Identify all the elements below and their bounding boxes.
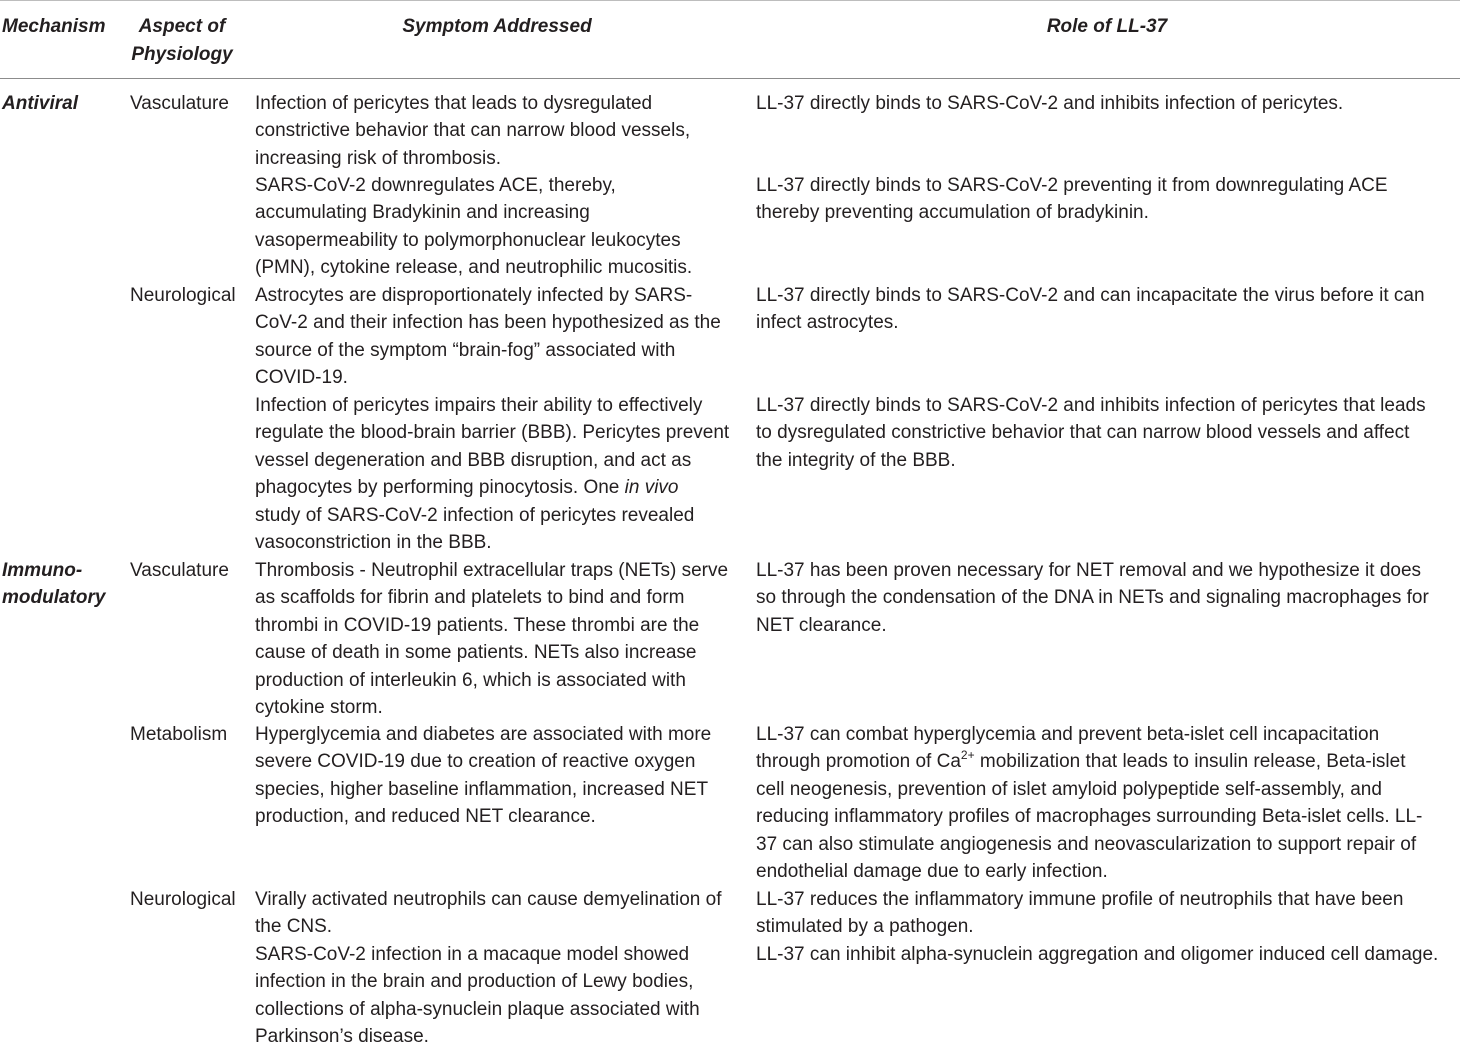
symptom-hyperglycemia: Hyperglycemia and diabetes are associated with more severe COVID-19 due to creation of reactive oxygen species, higher baseline inflammation, increased NET production, and reduced NET clearance. — [255, 724, 712, 828]
aspect-neurological: Neurological — [130, 285, 236, 306]
symptom-pericytes-bbb — [255, 392, 750, 556]
role-ace-protection: LL-37 directly binds to SARS-CoV-2 preventing it from downregulating ACE thereby preventing accumulation of bradykinin. — [756, 175, 1388, 224]
in-vivo-italic: in vivo — [624, 477, 679, 499]
role-hyperglycemia — [756, 721, 1458, 885]
header-aspect: Aspect of Physiology — [131, 16, 233, 65]
mechanism-immunomodulatory: Immuno- modulatory — [2, 560, 106, 609]
role-astrocyte-protection: LL-37 directly binds to SARS-CoV-2 and can incapacitate the virus before it can infect astrocytes. — [756, 285, 1425, 334]
header-role: Role of LL-37 — [1046, 16, 1168, 37]
aspect-vasculature: Vasculature — [130, 560, 229, 581]
aspect-metabolism: Metabolism — [130, 724, 228, 745]
symptom-nets-thrombosis: Thrombosis - Neutrophil extracellular traps (NETs) serve as scaffolds for fibrin and platelets to bind and form thrombi in COVID-19 patients. These thrombi are the cause of death in some patients. NETs also increase production of interleukin 6, which is associated with cytokine storm. — [255, 560, 729, 719]
role-net-removal: LL-37 has been proven necessary for NET removal and we hypothesize it does so through the condensation of the DNA in NETs and signaling macrophages for NET clearance. — [756, 560, 1429, 636]
aspect-vasculature: Vasculature — [130, 93, 229, 114]
symptom-lewy-bodies: SARS-CoV-2 infection in a macaque model showed infection in the brain and production of Lewy bodies, collections of alpha-synuclein plaque associated with Parkinson’s disease. — [255, 944, 700, 1048]
role-bbb-protection: LL-37 directly binds to SARS-CoV-2 and inhibits infection of pericytes that leads to dysregulated constrictive behavior that can narrow blood vessels and affect the integrity of the BBB. — [756, 395, 1426, 471]
header-symptom: Symptom Addressed — [402, 16, 592, 37]
aspect-neurological: Neurological — [130, 889, 236, 910]
symptom-pericyte-thrombosis: Infection of pericytes that leads to dysregulated constrictive behavior that can narrow blood vessels, increasing risk of thrombosis. — [255, 93, 691, 169]
symptom-demyelination: Virally activated neutrophils can cause demyelination of the CNS. — [255, 889, 722, 938]
role-pericyte-binding: LL-37 directly binds to SARS-CoV-2 and inhibits infection of pericytes. — [756, 93, 1344, 114]
header-mechanism: Mechanism — [2, 16, 106, 37]
top-border — [0, 0, 1460, 1]
symptom-pericytes-bbb-part1: Infection of pericytes impairs their ability to effectively regulate the blood-brain barrier (BBB). Pericytes prevent vessel degeneration and BBB disruption, and act as phagocytes by performing pinocytosis. One — [255, 395, 730, 499]
role-hyperglycemia-part2: mobilization that leads to insulin release, Beta-islet cell neogenesis, prevention of islet amyloid polypeptide self-assembly, and reducing inflammatory profiles of macrophages surrounding Beta-islet cells. LL- 37 can also stimulate angiogenesis and neovascularization to support repair of endothelial damage due to early infection. — [756, 751, 1423, 883]
header-rule — [0, 78, 1460, 79]
calcium-charge-superscript: 2+ — [960, 748, 975, 763]
role-hyperglycemia-part1: LL-37 can combat hyperglycemia and prevent beta-islet cell incapacitation through promotion of Ca — [756, 724, 1380, 773]
symptom-ace-bradykinin: SARS-CoV-2 downregulates ACE, thereby, accumulating Bradykinin and increasing vasopermeability to polymorphonuclear leukocytes (PMN), cytokine release, and neutrophilic mucositis. — [255, 175, 693, 279]
role-neutrophil-profile: LL-37 reduces the inflammatory immune profile of neutrophils that have been stimulated by a pathogen. — [756, 889, 1404, 938]
symptom-astrocytes-brain-fog: Astrocytes are disproportionately infected by SARS- CoV-2 and their infection has been hypothesized as the source of the symptom “brain-fog” associated with COVID-19. — [255, 285, 721, 389]
symptom-pericytes-bbb-part2: study of SARS-CoV-2 infection of pericytes revealed vasoconstriction in the BBB. — [255, 504, 695, 554]
role-alpha-synuclein: LL-37 can inhibit alpha-synuclein aggregation and oligomer induced cell damage. — [756, 944, 1439, 965]
mechanism-antiviral: Antiviral — [2, 93, 79, 114]
